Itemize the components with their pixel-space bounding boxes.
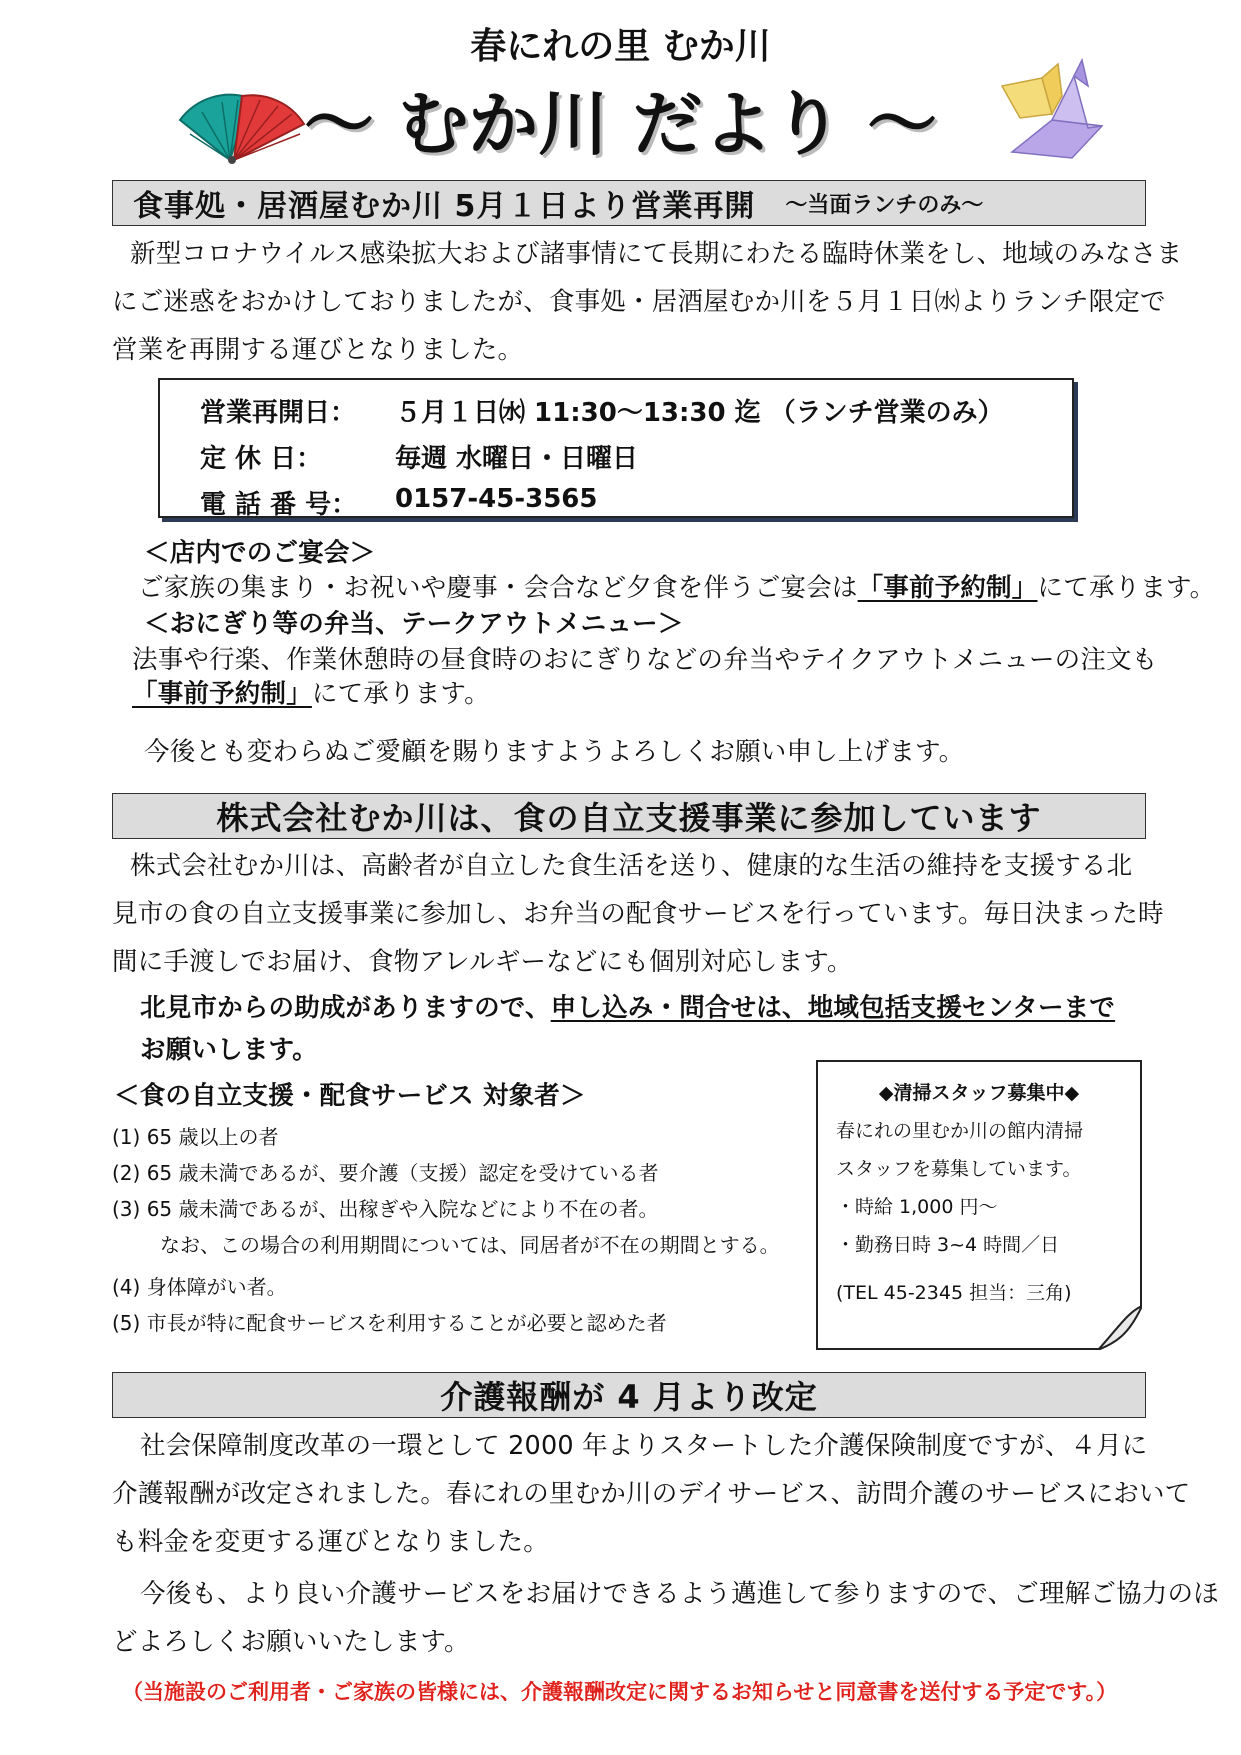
takeout-line-1: 法事や行楽、作業休憩時の昼食時のおにぎりなどの弁当やテイクアウトメニューの注文も xyxy=(132,645,1158,675)
reopen-value: ５月１日㈬ 11:30～13:30 迄 （ランチ営業のみ） xyxy=(395,398,1004,428)
holiday-label: 定 休 日： xyxy=(200,444,323,474)
care-fee-body-2: 介護報酬が改定されました。春にれの里むか川のデイサービス、訪問介護のサービスにおいて xyxy=(112,1479,1191,1509)
meal-support-body-3: 間に手渡しでお届け、食物アレルギーなどにも個別対応します。 xyxy=(112,947,853,977)
intro-line-3: 営業を再開する運びとなりました。 xyxy=(112,335,524,365)
notice-before: 北見市からの助成がありますので、 xyxy=(140,993,551,1023)
intro-line-1: 新型コロナウイルス感染拡大および諸事情にて長期にわたる臨時休業をし、地域のみなさま xyxy=(130,239,1183,269)
intro-line-2: にご迷惑をおかけしておりましたが、食事処・居酒屋むか川を５月１日㈬よりランチ限定で xyxy=(112,287,1166,317)
care-fee-notice: （当施設のご利用者・ご家族の皆様には、介護報酬改定に関するお知らせと同意書を送付する予定です。） xyxy=(122,1680,1118,1704)
facility-name: 春にれの里 むか川 xyxy=(470,26,771,67)
banquet-text xyxy=(138,572,1215,604)
banquet-reservation-emph: 「事前予約制」 xyxy=(857,573,1038,603)
title-tilde-left: ～ xyxy=(303,83,374,165)
target-item-3-note: なお、この場合の利用期間については、同居者が不在の期間とする。 xyxy=(160,1233,780,1257)
reopen-label: 営業再開日： xyxy=(200,398,357,428)
target-item-3: (3) 65 歳未満であるが、出稼ぎや入院などにより不在の者。 xyxy=(112,1197,659,1221)
section-heading-restaurant xyxy=(112,180,1146,226)
banquet-text-after: にて承ります。 xyxy=(1037,573,1216,603)
target-item-2: (2) 65 歳未満であるが、要介護（支援）認定を受けている者 xyxy=(112,1161,659,1185)
staff-line-3: ・時給 1,000 円～ xyxy=(836,1196,998,1218)
care-fee-body-5: どよろしくお願いいたします。 xyxy=(112,1627,470,1657)
target-item-1: (1) 65 歳以上の者 xyxy=(112,1125,279,1149)
staff-recruit-box xyxy=(816,1060,1142,1350)
meal-support-notice xyxy=(140,992,1115,1024)
care-fee-body-1: 社会保障制度改革の一環として 2000 年よりスタートした介護保険制度ですが、４月に xyxy=(140,1431,1148,1461)
banquet-text-before: ご家族の集まり・お祝いや慶事・会合など夕食を伴うご宴会は xyxy=(138,573,858,603)
takeout-line-2 xyxy=(132,678,490,710)
restaurant-heading-sub: ～当面ランチのみ～ xyxy=(785,192,984,218)
title-tilde-right: ～ xyxy=(867,83,938,165)
title-main: むか川 だより xyxy=(398,83,843,165)
care-fee-body-4: 今後も、より良い介護サービスをお届けできるよう邁進して参りますので、ご理解ご協力のほ xyxy=(140,1579,1219,1609)
staff-line-5: (TEL 45-2345 担当：三角) xyxy=(836,1282,1072,1304)
section-heading-care-fee xyxy=(112,1372,1146,1418)
care-fee-body-3: も料金を変更する運びとなりました。 xyxy=(112,1527,549,1557)
folding-fans-icon xyxy=(172,90,312,170)
restaurant-heading-main: 食事処・居酒屋むか川 5月１日より営業再開 xyxy=(133,189,756,224)
notice-contact-emph: 申し込み・問合せは、地域包括支援センターまで xyxy=(550,993,1116,1023)
banquet-heading: ＜店内でのご宴会＞ xyxy=(144,538,376,568)
closing-message: 今後とも変わらぬご愛顧を賜りますようよろしくお願い申し上げます。 xyxy=(144,737,965,767)
care-fee-heading: 介護報酬が 4 月より改定 xyxy=(440,1378,818,1416)
staff-recruit-title: ◆清掃スタッフ募集中◆ xyxy=(878,1082,1080,1104)
meal-support-body-1: 株式会社むか川は、高齢者が自立した食生活を送り、健康的な生活の維持を支援する北 xyxy=(130,851,1133,881)
takeout-text-after: にて承ります。 xyxy=(311,679,490,709)
meal-support-heading: 株式会社むか川は、食の自立支援事業に参加しています xyxy=(216,799,1042,837)
target-item-4: (4) 身体障がい者。 xyxy=(112,1275,287,1299)
staff-line-1: 春にれの里むか川の館内清掃 xyxy=(836,1120,1084,1142)
target-heading: ＜食の自立支援・配食サービス 対象者＞ xyxy=(114,1081,586,1111)
phone-label: 電 話 番 号： xyxy=(200,490,358,520)
staff-line-4: ・勤務日時 3~4 時間／日 xyxy=(836,1234,1060,1256)
target-item-5: (5) 市長が特に配食サービスを利用することが必要と認めた者 xyxy=(112,1311,667,1335)
takeout-heading: ＜おにぎり等の弁当、テークアウトメニュー＞ xyxy=(144,609,684,639)
meal-support-notice-2: お願いします。 xyxy=(140,1035,318,1065)
business-info-box xyxy=(158,378,1074,518)
takeout-reservation-emph: 「事前予約制」 xyxy=(132,679,312,709)
paper-crane-icon xyxy=(992,56,1112,164)
page-curl-icon xyxy=(1098,1306,1142,1350)
meal-support-body-2: 見市の食の自立支援事業に参加し、お弁当の配食サービスを行っています。毎日決まった時 xyxy=(112,899,1164,929)
staff-line-2: スタッフを募集しています。 xyxy=(836,1158,1082,1180)
phone-value: 0157-45-3565 xyxy=(395,484,598,514)
holiday-value: 毎週 水曜日・日曜日 xyxy=(395,444,639,474)
section-heading-meal-support xyxy=(112,793,1146,839)
